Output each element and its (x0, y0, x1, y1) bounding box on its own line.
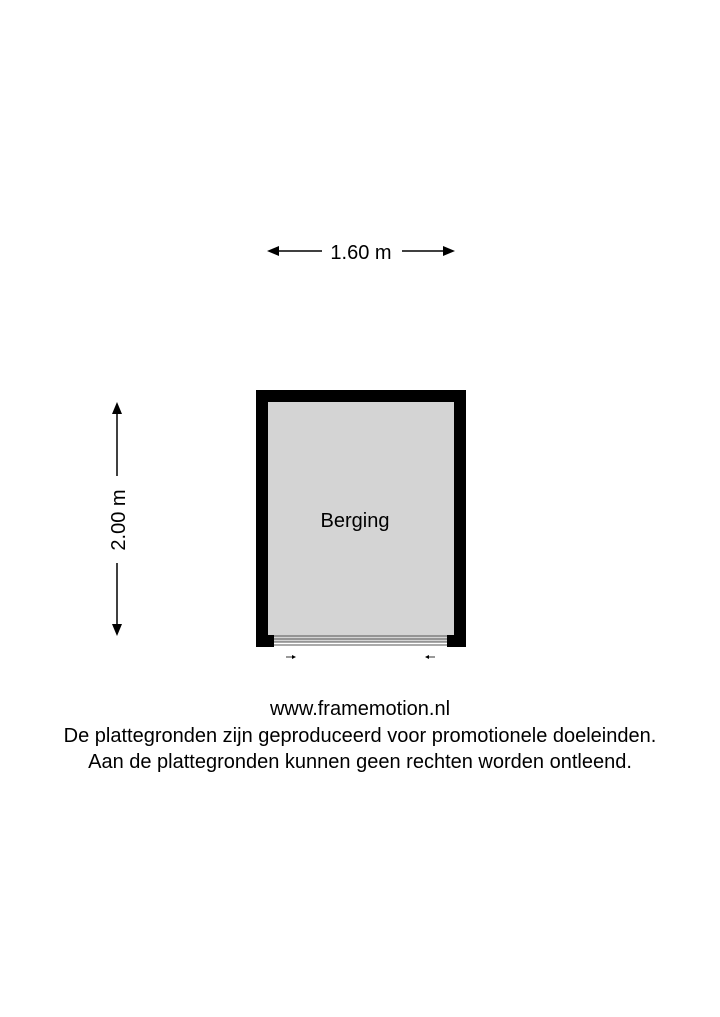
wall-stub-left (256, 635, 274, 647)
footer-disclaimer-line2: Aan de plattegronden kunnen geen rechten worden ontleend. (88, 751, 632, 773)
width-arrow-right-icon (443, 246, 455, 256)
width-arrow-left-icon (267, 246, 279, 256)
door-slide-right-icon (286, 655, 296, 659)
wall-right (454, 390, 466, 647)
width-dimension-label: 1.60 m (330, 242, 392, 264)
room-berging (256, 390, 466, 659)
footer-url: www.framemotion.nl (269, 698, 451, 720)
room-label: Berging (320, 510, 390, 532)
footer-disclaimer-line1: De plattegronden zijn geproduceerd voor promotionele doeleinden. (63, 725, 657, 747)
height-dimension (108, 402, 130, 636)
wall-left (256, 390, 268, 647)
height-dimension-label: 2.00 m (108, 489, 130, 551)
height-arrow-down-icon (112, 624, 122, 636)
wall-stub-right (447, 635, 466, 647)
sliding-door (274, 636, 447, 659)
door-slide-left-icon (425, 655, 435, 659)
wall-top (256, 390, 466, 402)
width-dimension (267, 242, 455, 264)
height-arrow-up-icon (112, 402, 122, 414)
